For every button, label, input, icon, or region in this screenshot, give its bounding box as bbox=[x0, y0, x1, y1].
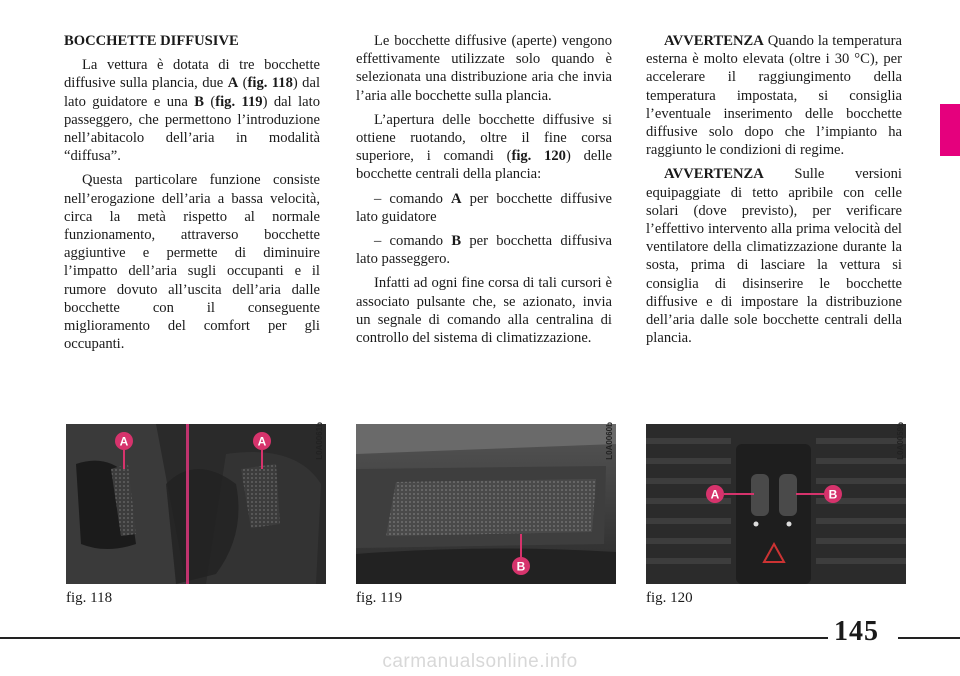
text-run: – comando bbox=[374, 233, 452, 250]
text-run: ( bbox=[238, 75, 248, 92]
figure-code: L0A0059b bbox=[896, 422, 905, 460]
section-heading: BOCCHETTE DIFFUSIVE bbox=[64, 33, 239, 49]
callout-a: A bbox=[257, 434, 267, 449]
section-tab-marker bbox=[940, 104, 960, 156]
paragraph bbox=[64, 56, 320, 165]
text-column-3 bbox=[646, 32, 902, 353]
text-run: ) delle bocchette centrali della plancia: bbox=[356, 148, 612, 183]
text-run: Sulle versioni equipaggiate di tetto apribile con celle solari (dove previsto), per verificare l’effettivo intervento alla prima velocità del ventilatore della climatizzazione durante la sosta, prima di lasciare la vettura si consiglia di disinserire le bocchette diffusive e di impostare la distribuzione dell’aria dalle sole bocchette centrali della plancia. bbox=[646, 166, 902, 347]
paragraph: Le bocchette diffusive (aperte) vengono effettivamente utilizzate solo quando è selezionata una distribuzione aria che invia l’aria alle bocchette sulla plancia. bbox=[356, 33, 612, 104]
figure-ref: fig. 118 bbox=[247, 75, 293, 92]
warning-label: AVVERTENZA bbox=[664, 33, 764, 49]
paragraph bbox=[356, 232, 612, 268]
text-column-2 bbox=[356, 32, 612, 353]
warning-label: AVVERTENZA bbox=[664, 166, 764, 183]
text-column-1 bbox=[64, 32, 320, 359]
figure-118-photo bbox=[66, 424, 326, 584]
callout-b: B bbox=[828, 487, 838, 502]
figure-ref: fig. 119 bbox=[215, 93, 263, 110]
footer-rule bbox=[0, 637, 960, 639]
label-b: B bbox=[451, 233, 462, 250]
text-run: ) dal lato guidatore e una bbox=[64, 75, 321, 110]
paragraph: Questa particolare funzione consiste nell’erogazione dell’aria a bassa velocità, circa la metà rispetto al normale funzionamento, attraverso bocchette aggiuntive e permette di diminuire l’impatto dell’aria sugli occupanti e il rumore dovuto all’uscita dell’aria dalle bocchette con il conseguente miglioramento del comfort per gli occupanti. bbox=[64, 172, 320, 353]
figure-ref: fig. 120 bbox=[511, 148, 566, 165]
page-number: 145 bbox=[834, 616, 879, 647]
label-a: A bbox=[227, 75, 239, 92]
paragraph bbox=[356, 111, 612, 184]
paragraph: Infatti ad ogni fine corsa di tali cursori è associato pulsante che, se azionato, invia un segnale di comando alla centralina di controllo del sistema di climatizzazione. bbox=[356, 275, 612, 347]
callout-b: B bbox=[516, 559, 526, 574]
figure-code: L0A0060b bbox=[605, 422, 614, 460]
text-run: – comando bbox=[374, 190, 451, 207]
figure-caption: fig. 119 bbox=[356, 590, 403, 606]
text-run: ) dal lato passeggero, che permettono l’introduzione nell’abitacolo dell’aria in modalità “diffusa”. bbox=[64, 93, 321, 165]
callout-a: A bbox=[710, 487, 720, 502]
text-run: Quando la temperatura esterna è molto elevata (oltre i 30 °C), per accelerare il raggiungimento della temperatura impostata, si consiglia l’eventuale inserimento delle bocchette diffusive solo dopo che l’impianto ha raggiunto le condizioni di regime. bbox=[646, 33, 902, 159]
figure-caption: fig. 120 bbox=[646, 590, 693, 606]
label-b: B bbox=[194, 93, 204, 110]
text-run: L’apertura delle bocchette diffusive si ottiene ruotando, oltre il fine corsa superiore, i comandi ( bbox=[356, 111, 612, 165]
warning-paragraph bbox=[646, 165, 902, 347]
figure-caption: fig. 118 bbox=[66, 590, 113, 606]
figure-code: L0A0061b bbox=[315, 422, 324, 460]
paragraph bbox=[356, 190, 612, 226]
label-a: A bbox=[451, 190, 462, 207]
callout-a: A bbox=[119, 434, 129, 449]
text-run: La vettura è dotata di tre bocchette diffusive sulla plancia, due bbox=[64, 57, 320, 92]
figure-120-photo bbox=[646, 424, 906, 584]
warning-paragraph bbox=[646, 32, 902, 159]
text-run: per bocchette diffusive lato guidatore bbox=[356, 190, 612, 225]
text-run: ( bbox=[203, 93, 216, 110]
watermark: carmanualsonline.info bbox=[382, 651, 578, 672]
figure-119-photo bbox=[356, 424, 616, 584]
text-run: per bocchetta diffusiva lato passeggero. bbox=[356, 233, 613, 268]
